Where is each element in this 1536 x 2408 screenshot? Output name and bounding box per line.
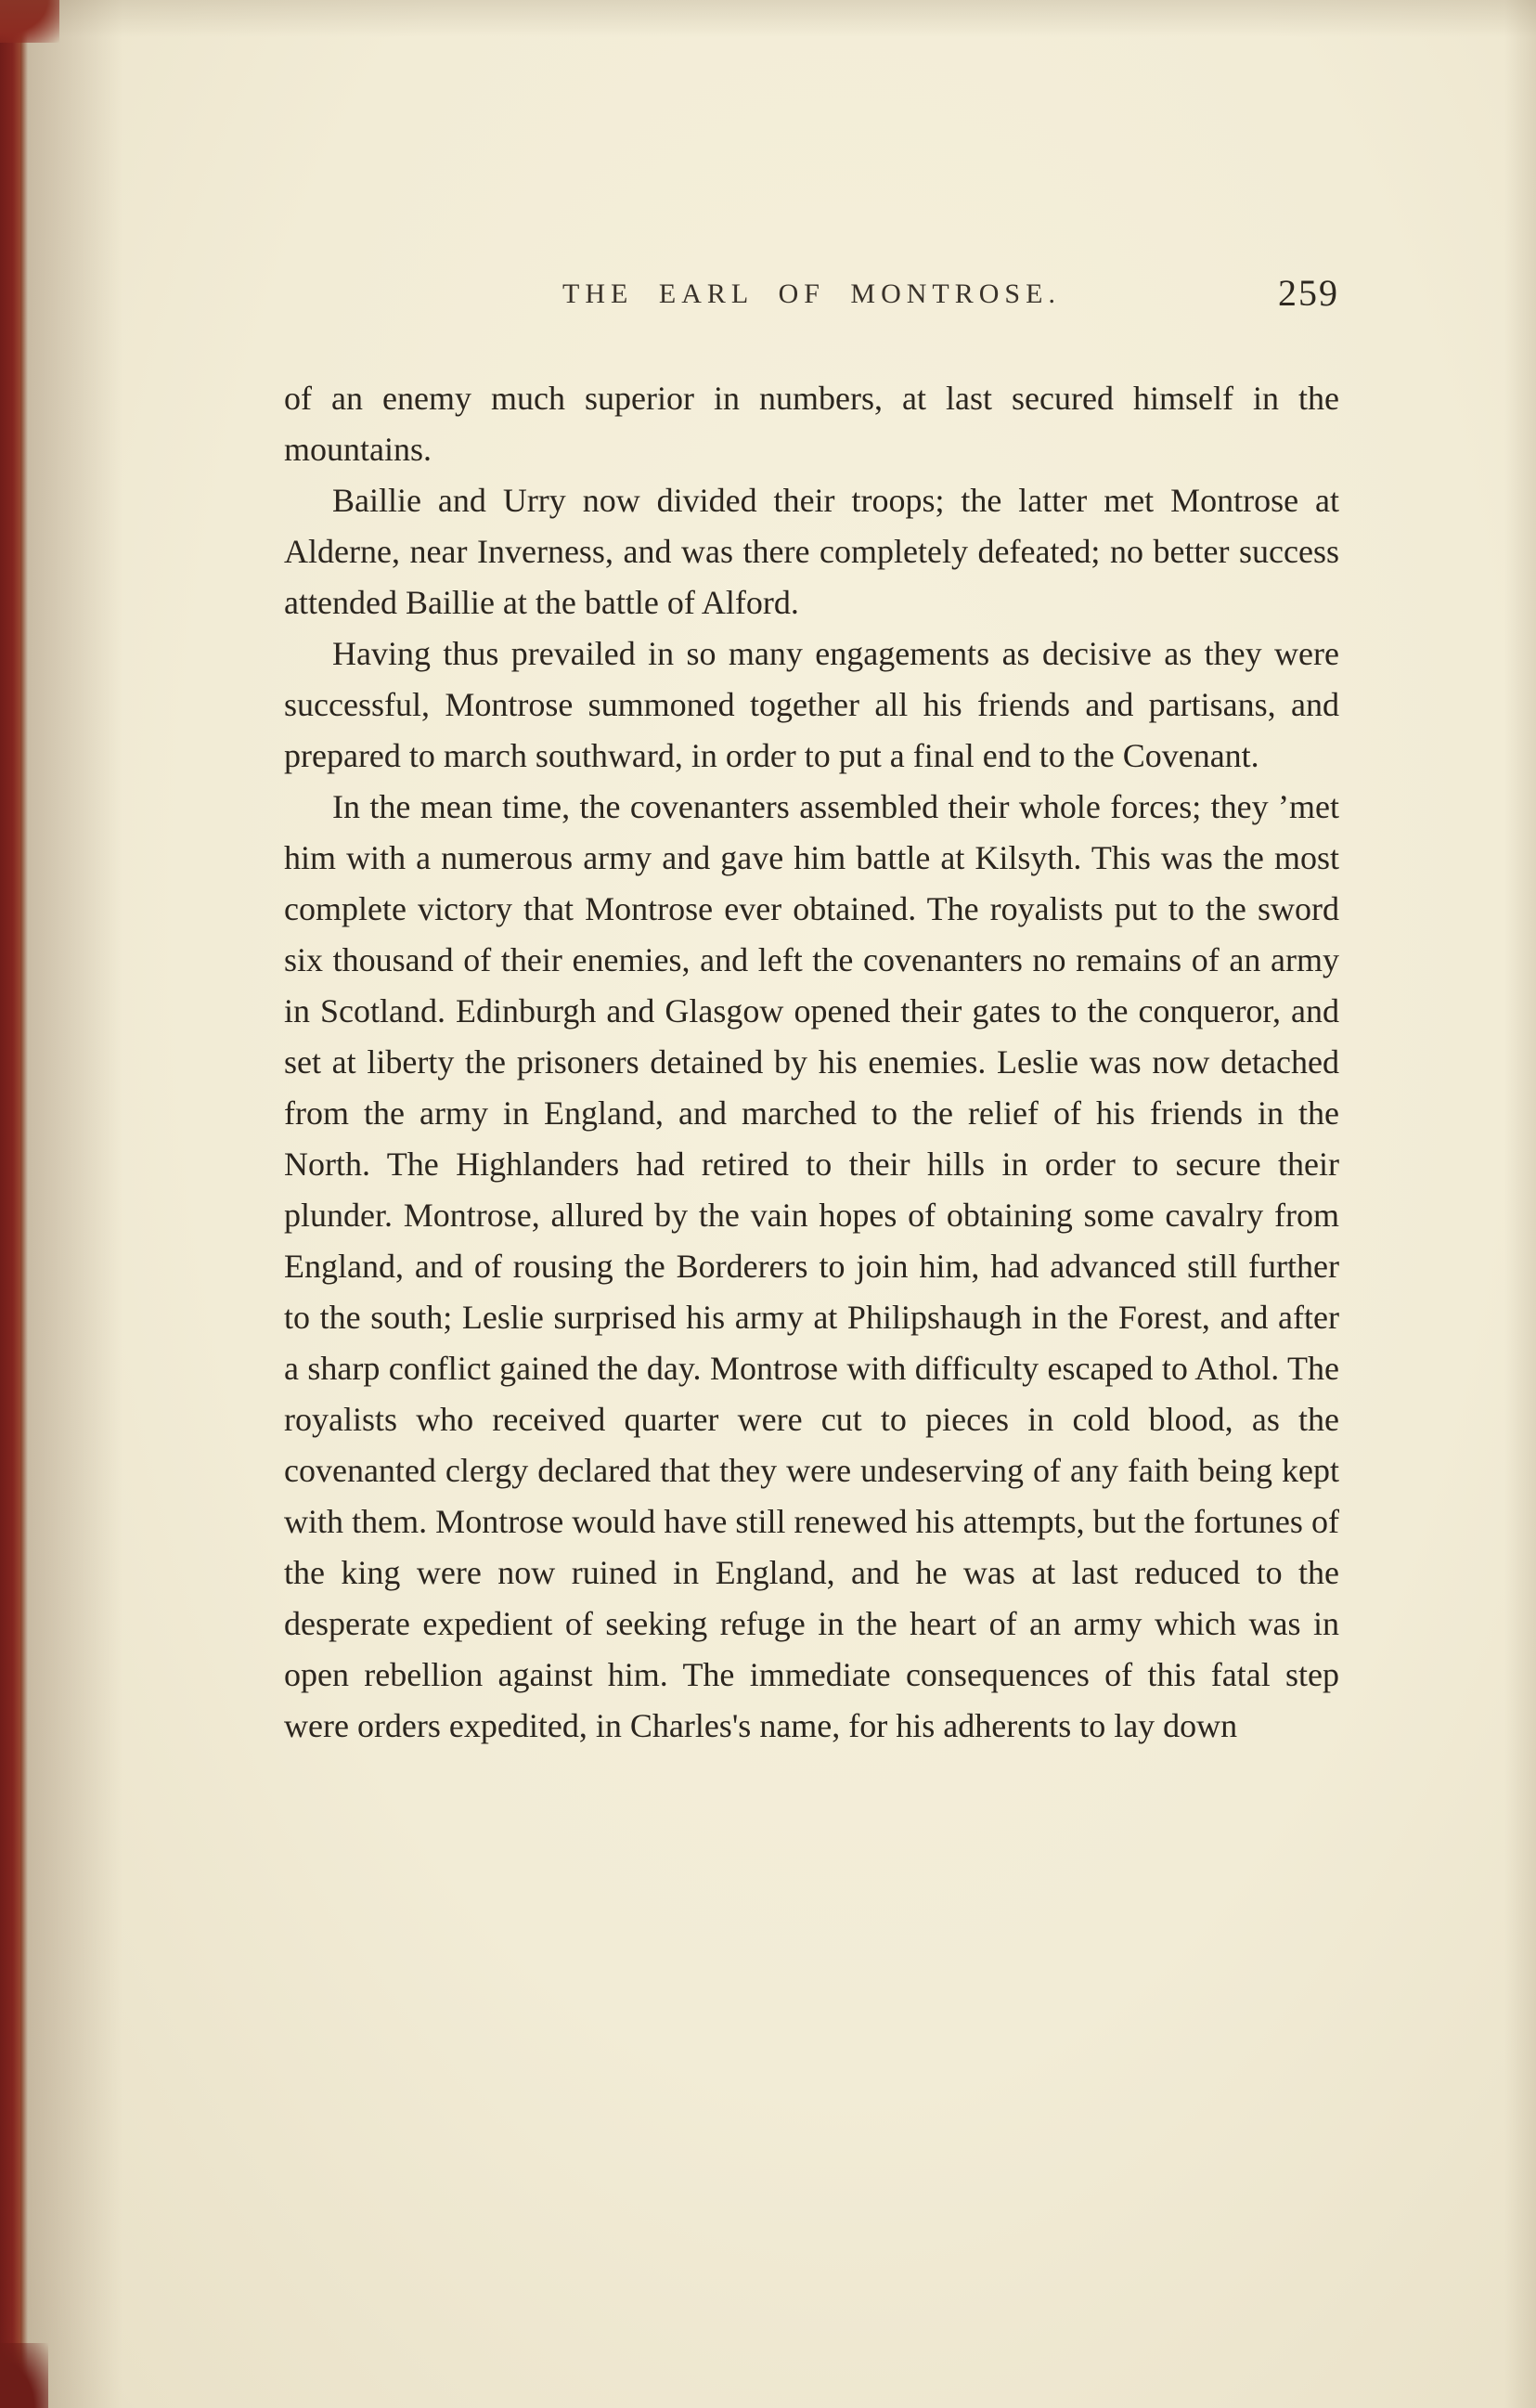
- paragraph: In the mean time, the covenanters assembled their whole forces; they ’met him with a numerous army and gave him battle at Kilsyth. This was the most complete victory that Montrose ever obtained. The royalists put to the sword six thousand of their enemies, and left the covenanters no remains of an army in Scotland. Edinburgh and Glasgow opened their gates to the conqueror, and set at liberty the prisoners detained by his enemies. Leslie was now detached from the army in England, and marched to the relief of his friends in the North. The Highlanders had retired to their hills in order to secure their plunder. Montrose, allured by the vain hopes of obtaining some cavalry from England, and of rousing the Borderers to join him, had advanced still further to the south; Leslie surprised his army at Philipshaugh in the Forest, and after a sharp conflict gained the day. Montrose with difficulty escaped to Athol. The royalists who received quarter were cut to pieces in cold blood, as the covenanted clergy declared that they were undeserving of any faith being kept with them. Montrose would have still renewed his attempts, but the fortunes of the king were now ruined in England, and he was at last reduced to the desperate expedient of seeking refuge in the heart of an army which was in open rebellion against him. The immediate consequences of this fatal step were orders expedited, in Charles's name, for his adherents to lay down: [284, 788, 1339, 1744]
- paragraph: of an enemy much superior in numbers, at last secured himself in the mountains.: [284, 380, 1339, 468]
- binding-edge: [0, 0, 28, 2408]
- page-content: [284, 272, 1339, 1752]
- binding-corner-top: [0, 0, 59, 43]
- page-number: 259: [1278, 272, 1339, 314]
- paragraph: Having thus prevailed in so many engagements as decisive as they were successful, Montrose summoned together all his friends and partisans, and prepared to march southward, in order to put a final end to the Covenant.: [284, 635, 1339, 774]
- running-title: THE EARL OF MONTROSE.: [562, 278, 1061, 309]
- paragraph: Baillie and Urry now divided their troops; the latter met Montrose at Alderne, near Inverness, and was there completely defeated; no better success attended Baillie at the battle of Alford.: [284, 482, 1339, 621]
- scan-top-shadow: [0, 0, 1536, 37]
- scan-right-shadow: [1504, 0, 1536, 2408]
- binding-shadow: [20, 0, 123, 2408]
- binding-corner-bottom: [0, 2343, 48, 2408]
- page-header: [284, 272, 1339, 334]
- text-block: [284, 373, 1339, 1752]
